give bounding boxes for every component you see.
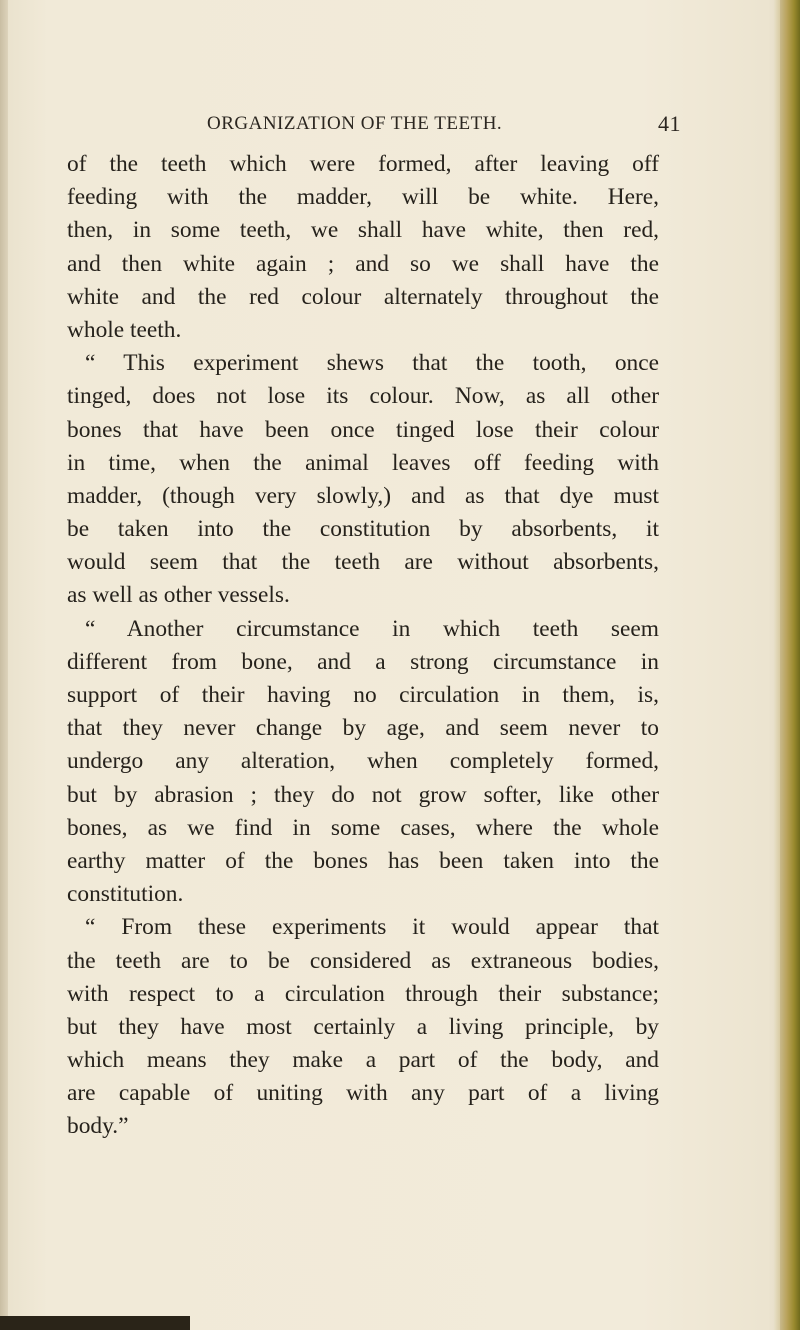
text-line: “ Another circumstance in which teeth seem	[85, 615, 659, 642]
text-line: different from bone, and a strong circumstance in	[67, 648, 659, 675]
text-line: earthy matter of the bones has been taken into the	[67, 847, 659, 874]
page-number: 41	[658, 111, 681, 136]
text-line: which means they make a part of the body, and	[67, 1047, 659, 1074]
text-line: be taken into the constitution by absorbents, it	[67, 516, 659, 543]
text-line: bones, as we find in some cases, where the whole	[67, 814, 659, 841]
text-line: in time, when the animal leaves off feeding with	[67, 449, 659, 476]
text-line: “ This experiment shews that the tooth, once	[85, 350, 659, 377]
page-header	[0, 113, 800, 139]
text-line: the teeth are to be considered as extraneous bodies,	[67, 947, 659, 974]
bottom-edge-mark	[0, 1316, 190, 1330]
text-line: white and the red colour alternately throughout the	[67, 283, 659, 310]
text-line: whole teeth.	[67, 316, 182, 343]
text-line: that they never change by age, and seem never to	[67, 715, 659, 742]
page-gilt-edge	[780, 0, 800, 1330]
running-head: ORGANIZATION OF THE TEETH.	[207, 113, 503, 134]
text-line: with respect to a circulation through their substance;	[67, 980, 659, 1007]
text-line: are capable of uniting with any part of a living	[67, 1080, 659, 1107]
body-text	[67, 148, 659, 1144]
text-line: constitution.	[67, 881, 184, 908]
text-line: of the teeth which were formed, after leaving off	[67, 151, 659, 177]
text-line: tinged, does not lose its colour. Now, as all other	[67, 383, 659, 410]
page-left-edge	[0, 0, 8, 1330]
text-line: feeding with the madder, will be white. Here,	[67, 184, 659, 211]
text-line: support of their having no circulation in them, is,	[67, 682, 659, 708]
text-line: and then white again ; and so we shall have the	[67, 250, 659, 277]
text-line: but by abrasion ; they do not grow softer, like other	[67, 781, 659, 808]
text-line: “ From these experiments it would appear that	[85, 914, 659, 941]
text-line: madder, (though very slowly,) and as that dye must	[67, 482, 659, 509]
text-line: then, in some teeth, we shall have white, then red,	[67, 217, 659, 244]
text-line: body.”	[67, 1113, 129, 1140]
text-line: as well as other vessels.	[67, 582, 290, 609]
text-line: undergo any alteration, when completely formed,	[67, 748, 659, 775]
text-line: would seem that the teeth are without absorbents,	[67, 549, 659, 576]
text-line: bones that have been once tinged lose their colour	[67, 416, 659, 443]
text-line: but they have most certainly a living principle, by	[67, 1013, 659, 1040]
